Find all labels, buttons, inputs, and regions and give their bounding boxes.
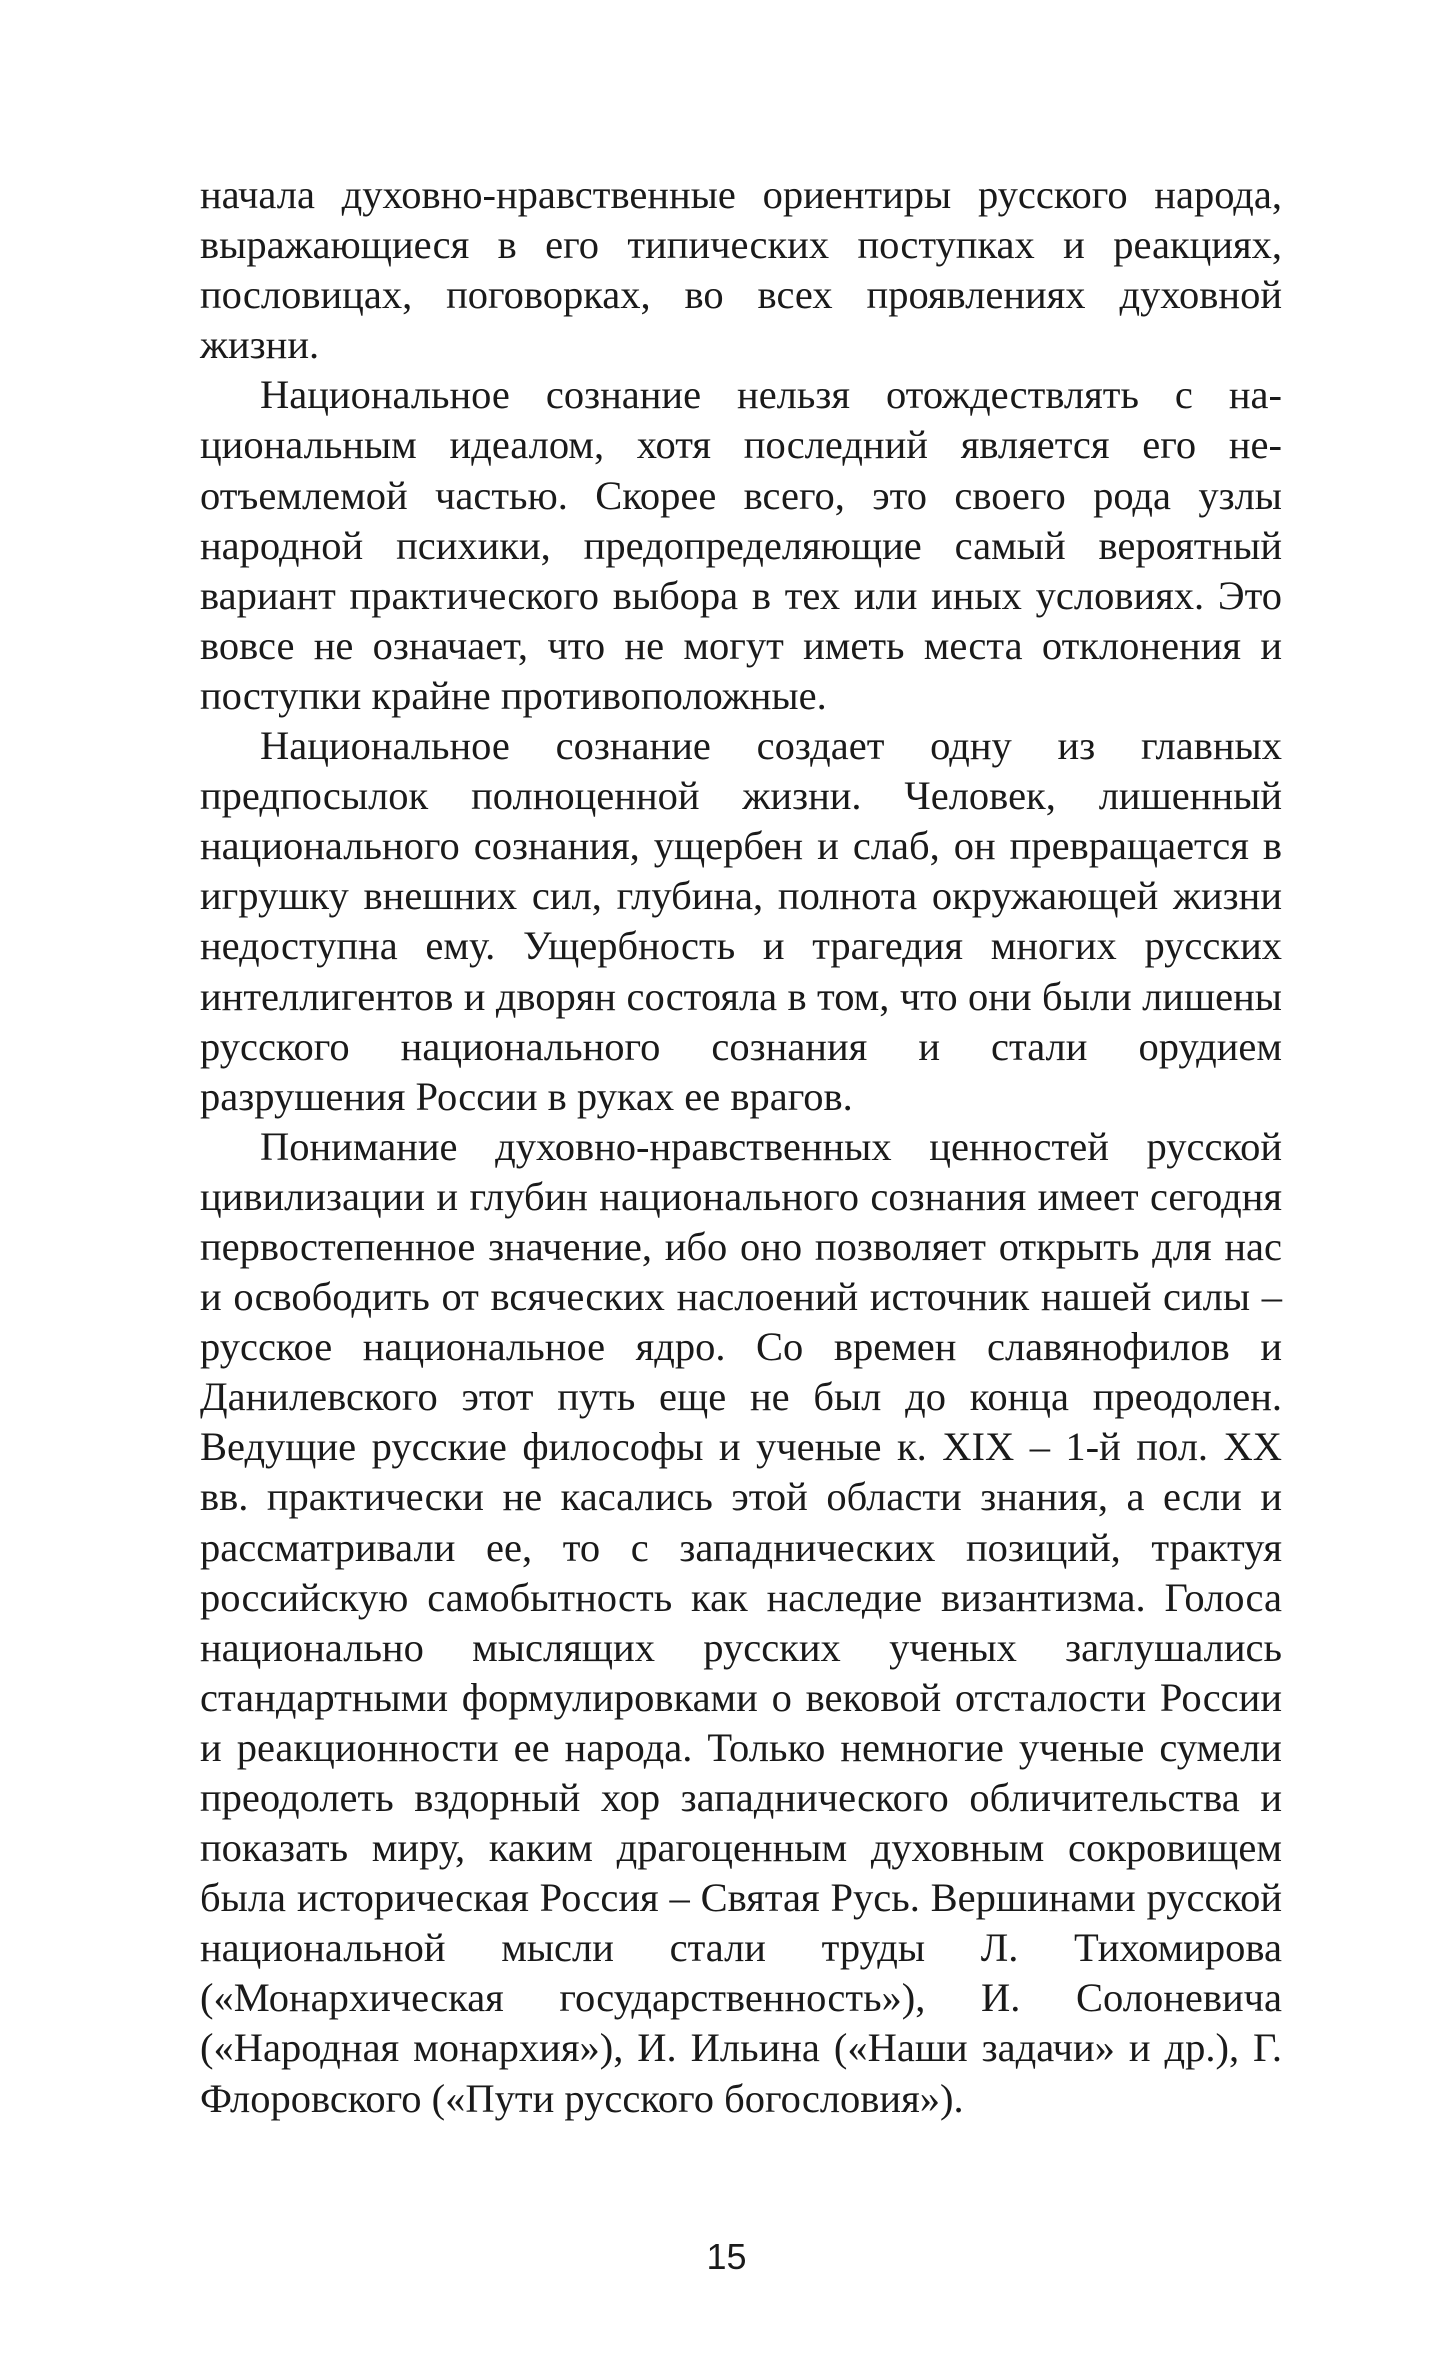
page-number: 15: [706, 2236, 747, 2277]
paragraph-1: начала духовно-нравственные ориентиры русского народа, выражающиеся в его типических поступках и реакциях, пословицах, поговорках, во всех проявлениях духовной жизни.: [200, 172, 1282, 368]
paragraph-2: Национальное сознание нельзя отождествлять с национальным идеалом, хотя последний является его неотъемлемой частью. Скорее всего, это своего рода узлы народной психики, предопределяющие самый вероятный вариант практического выбора в тех или иных условиях. Это вовсе не означает, что не могут иметь места отклонения и поступки крайне противоположные.: [200, 372, 1282, 718]
body-text: [200, 170, 1282, 2124]
paragraph-4: Понимание духовно-нравственных ценностей русской цивилизации и глубин национального сознания имеет сегодня первостепенное значение, ибо оно позволяет открыть для нас и освободить от всяческих наслоений источник нашей силы – русское национальное ядро. Со времен славянофилов и Данилевского этот путь еще не был до конца преодолен. Ведущие русские философы и ученые к. XIX – 1-й пол. XX вв. практически не касались этой области знания, а если и рассматривали ее, то с западнических позиций, трактуя российскую самобытность как наследие византизма. Голоса национально мыслящих русских ученых заглушались стандартными формулировками о вековой отсталости России и реакционности ее народа. Только немногие ученые сумели преодолеть вздорный хор западнического обличительства и показать миру, каким драгоценным духовным сокровищем была историческая Россия – Святая Русь. Вершинами русской национальной мысли стали труды Л. Тихомирова («Монархическая государственность»), И. Солоневича («Народная монархия»), И. Ильина («Наши задачи» и др.), Г. Флоровского («Пути русского богословия»).: [200, 1123, 1282, 2121]
paragraph-3: Национальное сознание создает одну из главных предпосылок полноценной жизни. Человек, лишенный национального сознания, ущербен и слаб, он превращается в игрушку внешних сил, глубина, полнота окружающей жизни недоступна ему. Ущербность и трагедия многих русских интеллигентов и дворян состояла в том, что они были лишены русского национального сознания и стали орудием разрушения России в руках ее врагов.: [200, 723, 1282, 1119]
